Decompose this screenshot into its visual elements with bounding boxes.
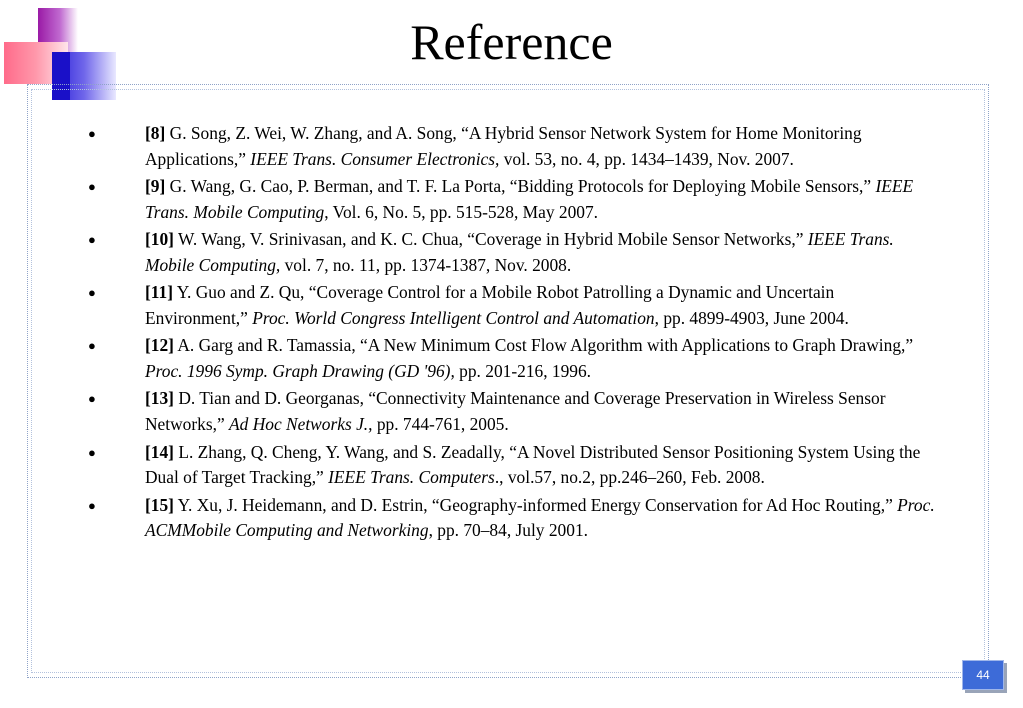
bullet-icon: ● — [88, 285, 96, 301]
reference-item — [88, 121, 938, 173]
reference-venue: Proc. ACMMobile Computing and Networking — [145, 494, 935, 541]
reference-venue: Proc. World Congress Intelligent Control and Automation — [252, 308, 655, 329]
reference-item — [88, 280, 938, 332]
reference-authors-title: G. Song, Z. Wei, W. Zhang, and A. Song, “A Hybrid Sensor Network System for Home Monitoring Applications,” — [145, 123, 862, 169]
reference-id: [10] — [145, 229, 174, 250]
reference-item — [88, 227, 938, 279]
reference-venue: IEEE Trans. Mobile Computing — [145, 176, 914, 222]
reference-details: vol. 7, no. 11, pp. 1374-1387, Nov. 2008. — [280, 254, 572, 275]
slide-title: Reference — [410, 14, 613, 70]
bullet-icon: ● — [88, 497, 96, 513]
reference-venue: Proc. 1996 Symp. Graph Drawing (GD '96), — [145, 361, 455, 382]
page-number-badge: 44 — [962, 660, 1004, 690]
reference-id: [12] — [145, 335, 174, 356]
reference-item — [88, 333, 938, 385]
reference-item — [88, 493, 938, 545]
reference-venue: IEEE Trans. Mobile Computing, — [145, 229, 894, 275]
reference-details: , pp. 4899-4903, June 2004. — [654, 308, 849, 329]
reference-id: [15] — [145, 494, 174, 515]
reference-venue: IEEE Trans. Consumer Electronics, — [250, 148, 500, 169]
bullet-icon: ● — [88, 338, 96, 354]
reference-venue: IEEE Trans. Computers — [328, 467, 495, 488]
bullet-icon: ● — [88, 179, 96, 195]
reference-details: ., vol.57, no.2, pp.246–260, Feb. 2008. — [494, 467, 765, 488]
reference-details: vol. 53, no. 4, pp. 1434–1439, Nov. 2007. — [499, 148, 794, 169]
reference-item — [88, 440, 938, 492]
reference-id: [14] — [145, 441, 174, 462]
reference-authors-title: W. Wang, V. Srinivasan, and K. C. Chua, “Coverage in Hybrid Mobile Sensor Networks,” — [173, 229, 808, 250]
reference-id: [9] — [145, 176, 166, 197]
reference-authors-title: L. Zhang, Q. Cheng, Y. Wang, and S. Zeadally, “A Novel Distributed Sensor Positioning System Using the Dual of Target Tracking,” — [145, 441, 921, 488]
bullet-icon: ● — [88, 391, 96, 407]
reference-authors-title: Y. Xu, J. Heidemann, and D. Estrin, “Geography-informed Energy Conservation for Ad Hoc Routing,” — [173, 494, 898, 515]
reference-item — [88, 386, 938, 438]
reference-id: [13] — [145, 388, 174, 409]
reference-details: pp. 744-761, 2005. — [372, 414, 509, 435]
reference-item — [88, 174, 938, 226]
reference-authors-title: A. Garg and R. Tamassia, “A New Minimum Cost Flow Algorithm with Applications to Graph Drawing,” — [173, 335, 914, 356]
bullet-icon: ● — [88, 444, 96, 460]
reference-id: [11] — [145, 282, 174, 303]
reference-list — [88, 121, 938, 546]
reference-details: , pp. 70–84, July 2001. — [428, 520, 588, 541]
reference-authors-title: Y. Guo and Z. Qu, “Coverage Control for a Mobile Robot Patrolling a Dynamic and Uncertain Environment,” — [145, 282, 835, 329]
reference-authors-title: D. Tian and D. Georganas, “Connectivity Maintenance and Coverage Preservation in Wireless Sensor Networks,” — [145, 388, 886, 435]
bullet-icon: ● — [88, 126, 96, 141]
reference-authors-title: G. Wang, G. Cao, P. Berman, and T. F. La Porta, “Bidding Protocols for Deploying Mobile Sensors,” — [165, 176, 876, 197]
bullet-icon: ● — [88, 232, 96, 248]
reference-id: [8] — [145, 123, 166, 143]
reference-venue: Ad Hoc Networks J., — [229, 414, 373, 435]
reference-details: , Vol. 6, No. 5, pp. 515-528, May 2007. — [324, 201, 598, 222]
reference-details: pp. 201-216, 1996. — [454, 361, 592, 382]
